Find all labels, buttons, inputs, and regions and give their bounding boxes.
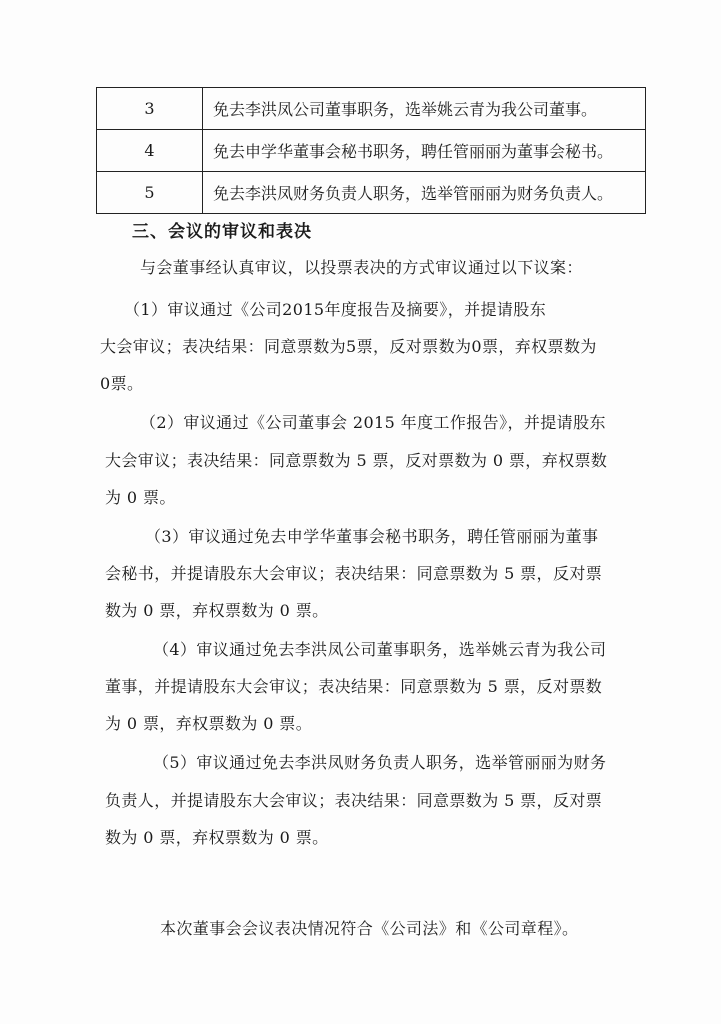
resolution-4-line-3: 为 0 票，弃权票数为 0 票。: [105, 714, 313, 733]
table-row: [97, 130, 646, 172]
closing-statement: 本次董事会会议表决情况符合《公司法》和《公司章程》。: [160, 919, 579, 938]
table-cell-text: 免去李洪凤公司董事职务，选举姚云青为我公司董事。: [203, 88, 646, 130]
table-row: [97, 172, 646, 214]
section-heading: 三、会议的审议和表决: [132, 222, 312, 242]
resolution-2-line-2: 大会审议；表决结果：同意票数为 5 票，反对票数为 0 票，弃权票数: [105, 451, 608, 470]
section-intro: 与会董事经认真审议，以投票表决的方式审议通过以下议案：: [140, 258, 583, 277]
resolution-4-line-1: （4）审议通过免去李洪凤公司董事职务，选举姚云青为我公司: [153, 640, 607, 659]
resolution-1-line-3: 0票。: [100, 374, 144, 393]
resolution-3-line-1: （3）审议通过免去申学华董事会秘书职务，聘任管丽丽为董事: [145, 527, 599, 546]
resolution-3-line-3: 数为 0 票，弃权票数为 0 票。: [105, 601, 329, 620]
resolution-2-line-1: （2）审议通过《公司董事会 2015 年度工作报告》，并提请股东: [140, 413, 606, 432]
resolution-1-line-2: 大会审议；表决结果：同意票数为5票，反对票数为0票，弃权票数为: [100, 337, 597, 356]
table-row: [97, 88, 646, 130]
resolution-2-line-3: 为 0 票。: [105, 488, 176, 507]
table-cell-number: 4: [97, 130, 203, 172]
table-cell-number: 5: [97, 172, 203, 214]
resolution-1-line-1: （1）审议通过《公司2015年度报告及摘要》，并提请股东: [124, 300, 547, 319]
resolution-table: [96, 87, 646, 214]
table-cell-text: 免去申学华董事会秘书职务，聘任管丽丽为董事会秘书。: [203, 130, 646, 172]
resolution-5-line-2: 负责人，并提请股东大会审议；表决结果：同意票数为 5 票，反对票: [105, 791, 603, 810]
table-cell-number: 3: [97, 88, 203, 130]
resolution-3-line-2: 会秘书，并提请股东大会审议；表决结果：同意票数为 5 票，反对票: [105, 564, 603, 583]
resolution-5-line-1: （5）审议通过免去李洪凤财务负责人职务，选举管丽丽为财务: [153, 753, 607, 772]
table-cell-text: 免去李洪凤财务负责人职务，选举管丽丽为财务负责人。: [203, 172, 646, 214]
resolution-4-line-2: 董事，并提请股东大会审议；表决结果：同意票数为 5 票，反对票数: [105, 677, 603, 696]
resolution-5-line-3: 数为 0 票，弃权票数为 0 票。: [105, 828, 329, 847]
